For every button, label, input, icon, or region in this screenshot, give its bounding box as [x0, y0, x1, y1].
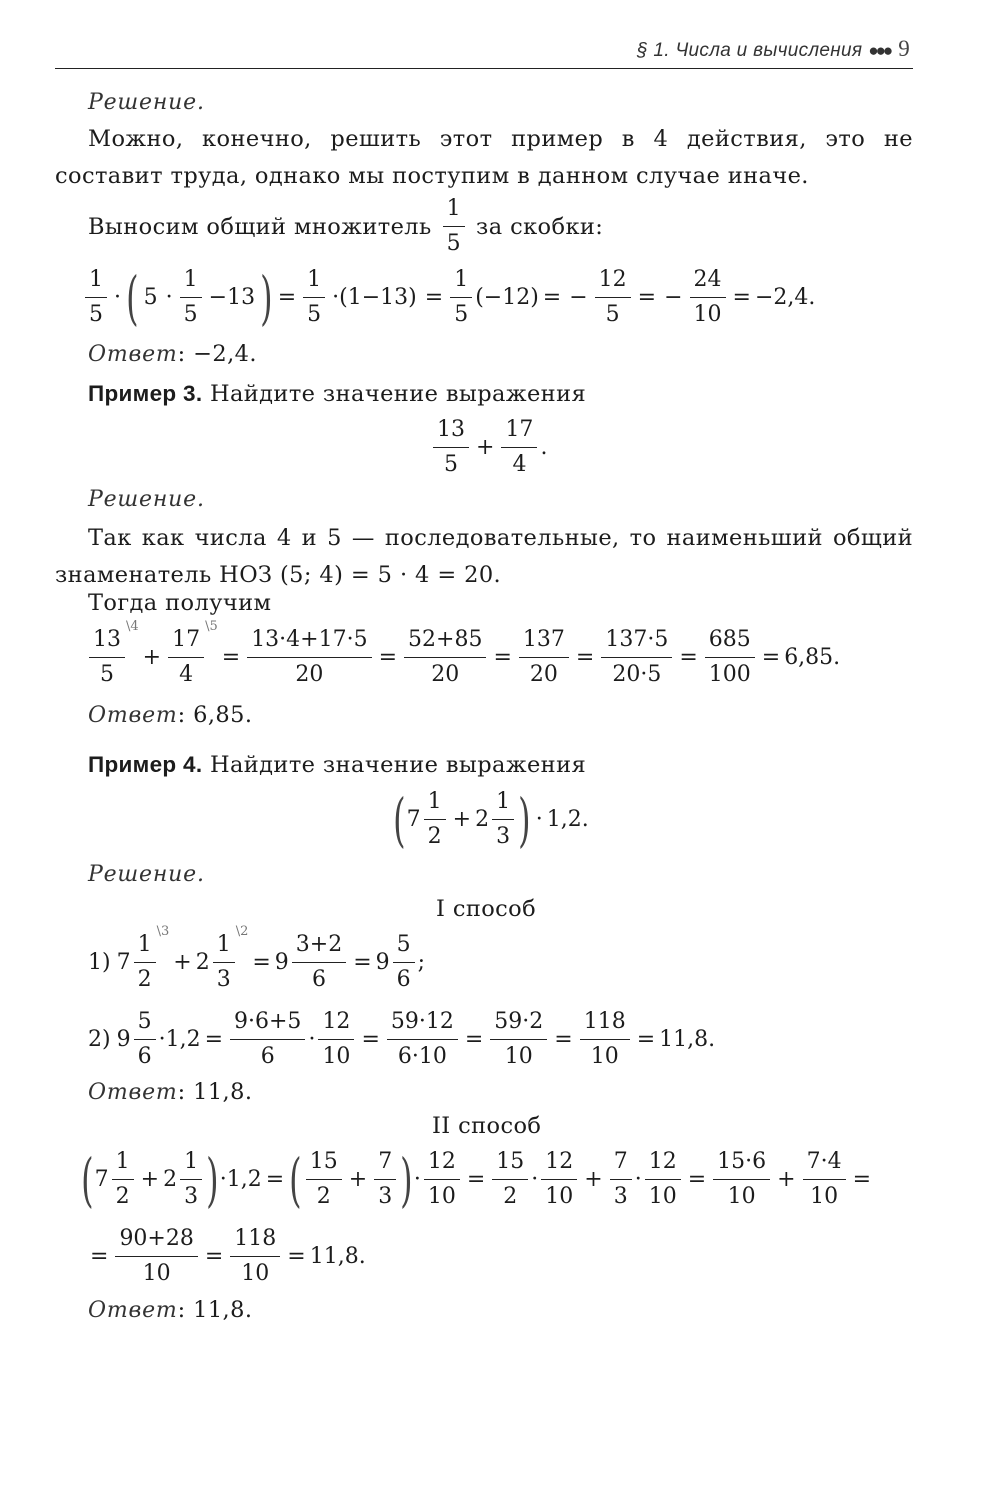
- paragraph-1: Можно, конечно, решить этот пример в 4 действия, это не составит труда, однако мы поступим в данном случае иначе.: [55, 126, 913, 189]
- running-header: [637, 36, 910, 62]
- page-number: 9: [898, 36, 910, 61]
- method-2-label: II способ: [432, 1113, 542, 1139]
- method-1-label: I способ: [436, 896, 537, 922]
- answer-1: [88, 341, 257, 367]
- dots-icon: ●●●: [868, 41, 891, 60]
- equation-example3: 13 5 \4 + 17 4 \5 = $\frac{13\cdot 4+17\cdot 5}{20}$ = $\frac{52+85}{20}$ = $\frac{137}{20}$ = $\frac{137\cdot 5}{20\cdot 5}$ = $\frac{685}{100}$ = 6,85.: [86, 623, 840, 692]
- example-3-expression: 13 5 + $\frac{17}{4}$ .: [430, 413, 547, 482]
- solution-label-3: Решение.: [88, 487, 205, 512]
- answer-value: : 6,85.: [177, 702, 253, 728]
- example-3-heading: [88, 381, 586, 407]
- section-title: § 1. Числа и вычисления: [636, 40, 863, 61]
- answer-value: : 11,8.: [177, 1297, 253, 1323]
- paragraph-3: Так как числа 4 и 5 — последовательные, то наименьший общий знаменатель НОЗ (5; 4) = 5 · 4 = 20.: [55, 525, 913, 588]
- example-4-task: Найдите значение выражения: [209, 752, 587, 778]
- answer-3: [88, 702, 252, 728]
- example-4-title: Пример 4.: [88, 752, 203, 777]
- equation-method2-line1: ( 7 1 2 + 2 1 3 ) ·1,2 = ( 15 2 + $\frac{7}{3}$ ) · $\frac{12}{10}$ = $\frac{15}{2}$ · 12 10 + $\frac{7}{3}$ · $\frac{12}{10}$ = $\frac{15\cdot 6}{10}$ + $\frac{7\cdot 4}{10}$ =: [81, 1145, 872, 1214]
- example-3-task: Найдите значение выражения: [209, 381, 587, 407]
- then-text: Тогда получим: [88, 590, 272, 616]
- answer-value: : −2,4.: [177, 341, 257, 367]
- equation-method2-line2: = $\frac{90+28}{10}$ = $\frac{118}{10}$ = 11,8.: [86, 1222, 366, 1291]
- factor-text-after: за скобки:: [476, 213, 604, 240]
- equation-method1-step1: 1) 7 1 2 \3 + 2 1 3 \2 = 9 $\frac{3+2}{6}$ = 9 5 6 ;: [88, 924, 426, 992]
- example-3-title: Пример 3.: [88, 381, 203, 406]
- factor-line: [88, 192, 603, 261]
- example-4-heading: [88, 752, 586, 778]
- answer-label: Ответ: [88, 703, 178, 728]
- equation-method1-step2: 2) 9 5 6 ·1,2 = $\frac{9\cdot 6+5}{6}$ · $\frac{12}{10}$ = $\frac{59\cdot 12}{6\cdot 10}$ = $\frac{59\cdot 2}{10}$ = $\frac{118}{10}$ = 11,8.: [88, 1005, 715, 1074]
- equation-block1: 1 5 · ( 5 · 1 5 −13 ) = $\frac{1}{5}$ ·(1−13) = $\frac{1}{5}$ (−12) = − $\frac{12}{5}$ = − $\frac{24}{10}$ = −2,4.: [82, 263, 815, 332]
- factor-text: Выносим общий множитель: [88, 213, 432, 240]
- answer-label: Ответ: [88, 1298, 178, 1323]
- solution-label-1: Решение.: [88, 90, 205, 115]
- example-4-expression: ( 7 1 2 + 2 1 3 ) · 1,2.: [393, 785, 589, 854]
- answer-value: : 11,8.: [177, 1079, 253, 1105]
- header-rule: [55, 68, 913, 69]
- answer-4a: [88, 1079, 252, 1105]
- answer-label: Ответ: [88, 1080, 178, 1105]
- answer-4b: [88, 1297, 252, 1323]
- answer-label: Ответ: [88, 342, 178, 367]
- fraction: 1 5: [443, 192, 465, 261]
- solution-label-4: Решение.: [88, 862, 205, 887]
